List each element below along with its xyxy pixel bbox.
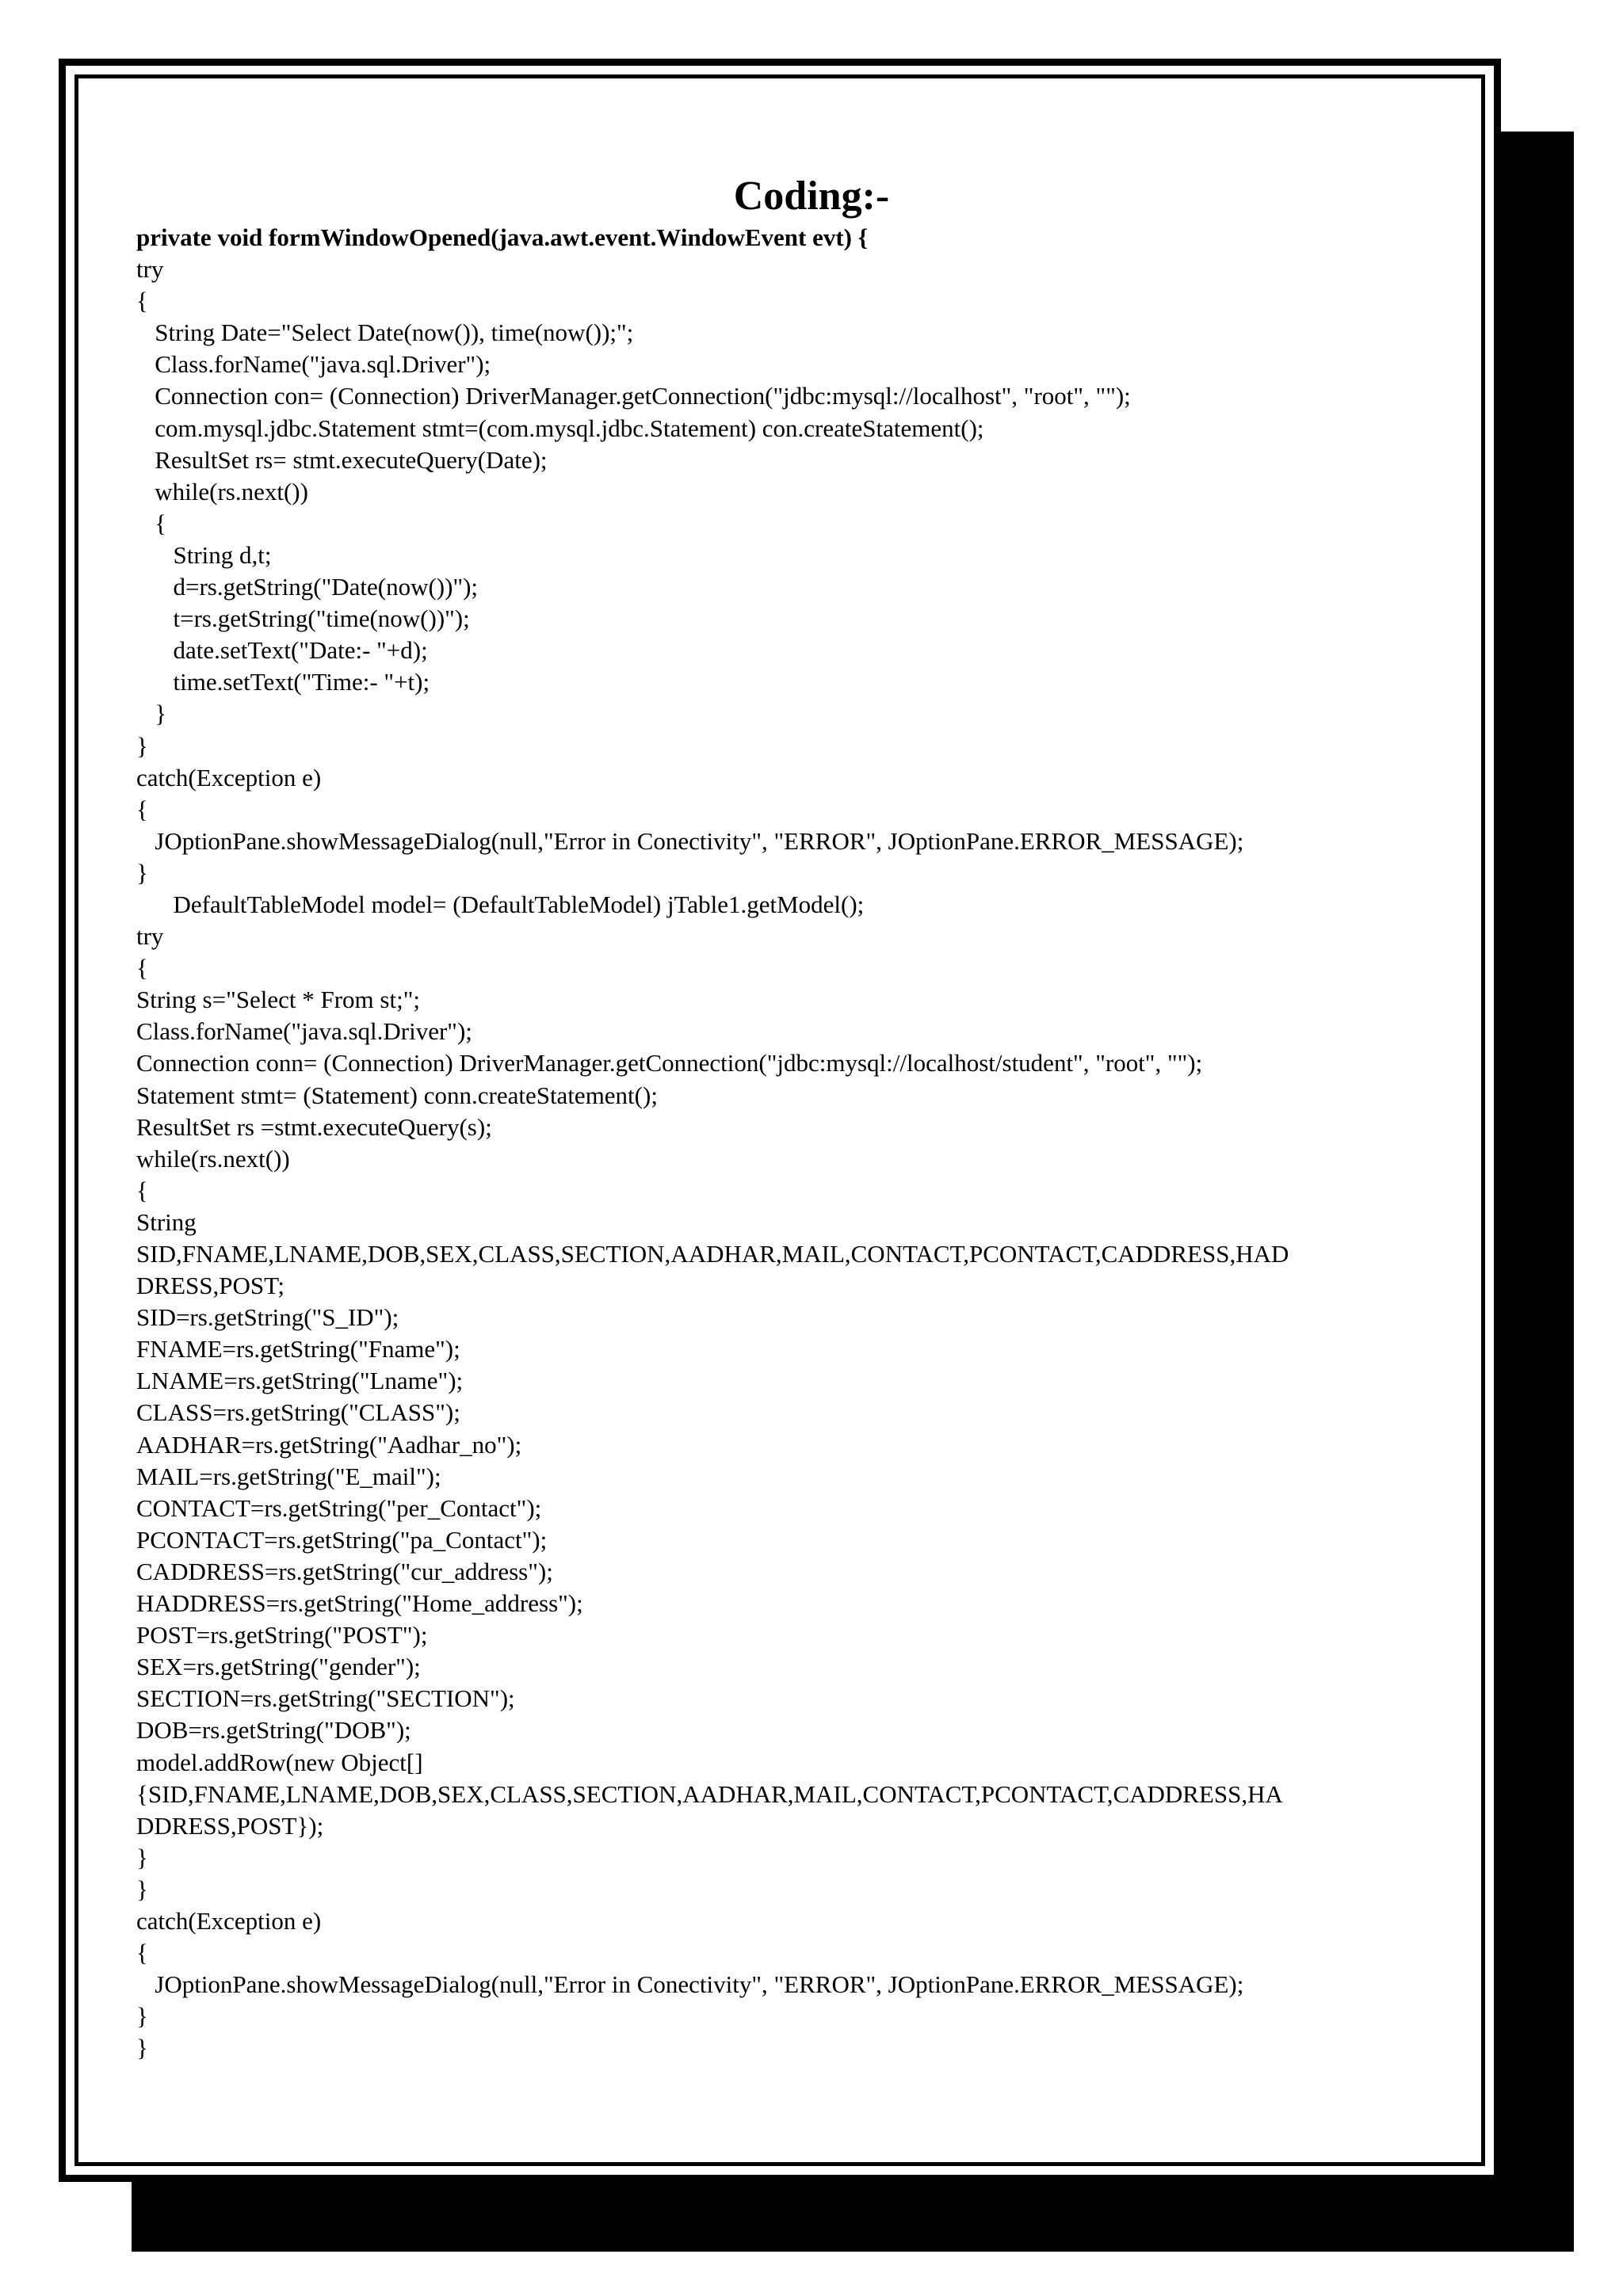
code-line: ResultSet rs =stmt.executeQuery(s); xyxy=(136,1112,492,1141)
code-line: SID=rs.getString("S_ID"); xyxy=(136,1303,399,1332)
code-line: catch(Exception e) xyxy=(136,1906,322,1935)
code-line: HADDRESS=rs.getString("Home_address"); xyxy=(136,1589,583,1618)
code-line: FNAME=rs.getString("Fname"); xyxy=(136,1335,460,1363)
code-line: } xyxy=(136,2034,148,2062)
code-line: DefaultTableModel model= (DefaultTableModel) jTable1.getModel(); xyxy=(136,890,865,918)
code-line: Class.forName("java.sql.Driver"); xyxy=(136,1017,472,1046)
code-line: CLASS=rs.getString("CLASS"); xyxy=(136,1398,460,1427)
code-line: date.setText("Date:- "+d); xyxy=(136,636,428,665)
code-line: JOptionPane.showMessageDialog(null,"Error in Conectivity", "ERROR", JOptionPane.ERROR_MESSAGE); xyxy=(136,826,1244,855)
code-line: private void formWindowOpened(java.awt.event.WindowEvent evt) { xyxy=(136,223,868,251)
code-line: {SID,FNAME,LNAME,DOB,SEX,CLASS,SECTION,AADHAR,MAIL,CONTACT,PCONTACT,CADDRESS,HA xyxy=(136,1779,1283,1808)
code-line: POST=rs.getString("POST"); xyxy=(136,1621,428,1650)
code-line: t=rs.getString("time(now())"); xyxy=(136,605,470,633)
code-line: { xyxy=(136,1939,148,1967)
code-line: model.addRow(new Object[] xyxy=(136,1748,423,1776)
code-line: { xyxy=(136,1176,148,1204)
code-line: com.mysql.jdbc.Statement stmt=(com.mysql.jdbc.Statement) con.createStatement(); xyxy=(136,414,984,442)
code-listing xyxy=(136,222,1484,2064)
code-line: Statement stmt= (Statement) conn.createStatement(); xyxy=(136,1081,658,1109)
code-line: CADDRESS=rs.getString("cur_address"); xyxy=(136,1557,553,1585)
code-line: SEX=rs.getString("gender"); xyxy=(136,1653,421,1681)
code-line: DDRESS,POST}); xyxy=(136,1811,324,1840)
code-line: DOB=rs.getString("DOB"); xyxy=(136,1716,411,1745)
code-line: LNAME=rs.getString("Lname"); xyxy=(136,1367,464,1395)
code-line: SECTION=rs.getString("SECTION"); xyxy=(136,1684,515,1713)
code-line: SID,FNAME,LNAME,DOB,SEX,CLASS,SECTION,AADHAR,MAIL,CONTACT,PCONTACT,CADDRESS,HAD xyxy=(136,1240,1289,1268)
code-line: { xyxy=(136,287,148,315)
code-line: try xyxy=(136,255,164,284)
code-line: Connection conn= (Connection) DriverManager.getConnection("jdbc:mysql://localhost/student", "root", ""); xyxy=(136,1049,1203,1077)
code-line: MAIL=rs.getString("E_mail"); xyxy=(136,1462,441,1490)
code-line: d=rs.getString("Date(now())"); xyxy=(136,573,479,601)
code-line: Connection con= (Connection) DriverManager.getConnection("jdbc:mysql://localhost", "root", ""); xyxy=(136,382,1131,410)
code-line: { xyxy=(136,954,148,982)
code-line: CONTACT=rs.getString("per_Contact"); xyxy=(136,1493,542,1522)
page-title: Coding:- xyxy=(733,174,890,219)
code-line: } xyxy=(136,2002,148,2031)
code-line: } xyxy=(136,858,148,887)
code-line: PCONTACT=rs.getString("pa_Contact"); xyxy=(136,1525,548,1554)
code-line: catch(Exception e) xyxy=(136,763,322,791)
code-line: JOptionPane.showMessageDialog(null,"Error in Conectivity", "ERROR", JOptionPane.ERROR_MESSAGE); xyxy=(136,1970,1244,1999)
code-line: while(rs.next()) xyxy=(136,477,308,505)
code-line: { xyxy=(136,509,167,537)
code-line: DRESS,POST; xyxy=(136,1272,285,1300)
code-line: time.setText("Time:- "+t); xyxy=(136,668,430,696)
code-line: } xyxy=(136,1843,148,1871)
code-line: ResultSet rs= stmt.executeQuery(Date); xyxy=(136,445,548,474)
code-line: String d,t; xyxy=(136,540,272,569)
code-line: String Date="Select Date(now()), time(now());"; xyxy=(136,318,634,347)
code-line: } xyxy=(136,1875,148,1903)
code-line: } xyxy=(136,731,148,760)
code-line: String xyxy=(136,1207,197,1236)
code-line: while(rs.next()) xyxy=(136,1144,290,1173)
code-line: AADHAR=rs.getString("Aadhar_no"); xyxy=(136,1430,522,1459)
code-line: String s="Select * From st;"; xyxy=(136,986,420,1014)
code-line: } xyxy=(136,700,167,728)
code-line: Class.forName("java.sql.Driver"); xyxy=(136,350,491,379)
code-line: { xyxy=(136,795,148,823)
code-line: try xyxy=(136,922,164,951)
